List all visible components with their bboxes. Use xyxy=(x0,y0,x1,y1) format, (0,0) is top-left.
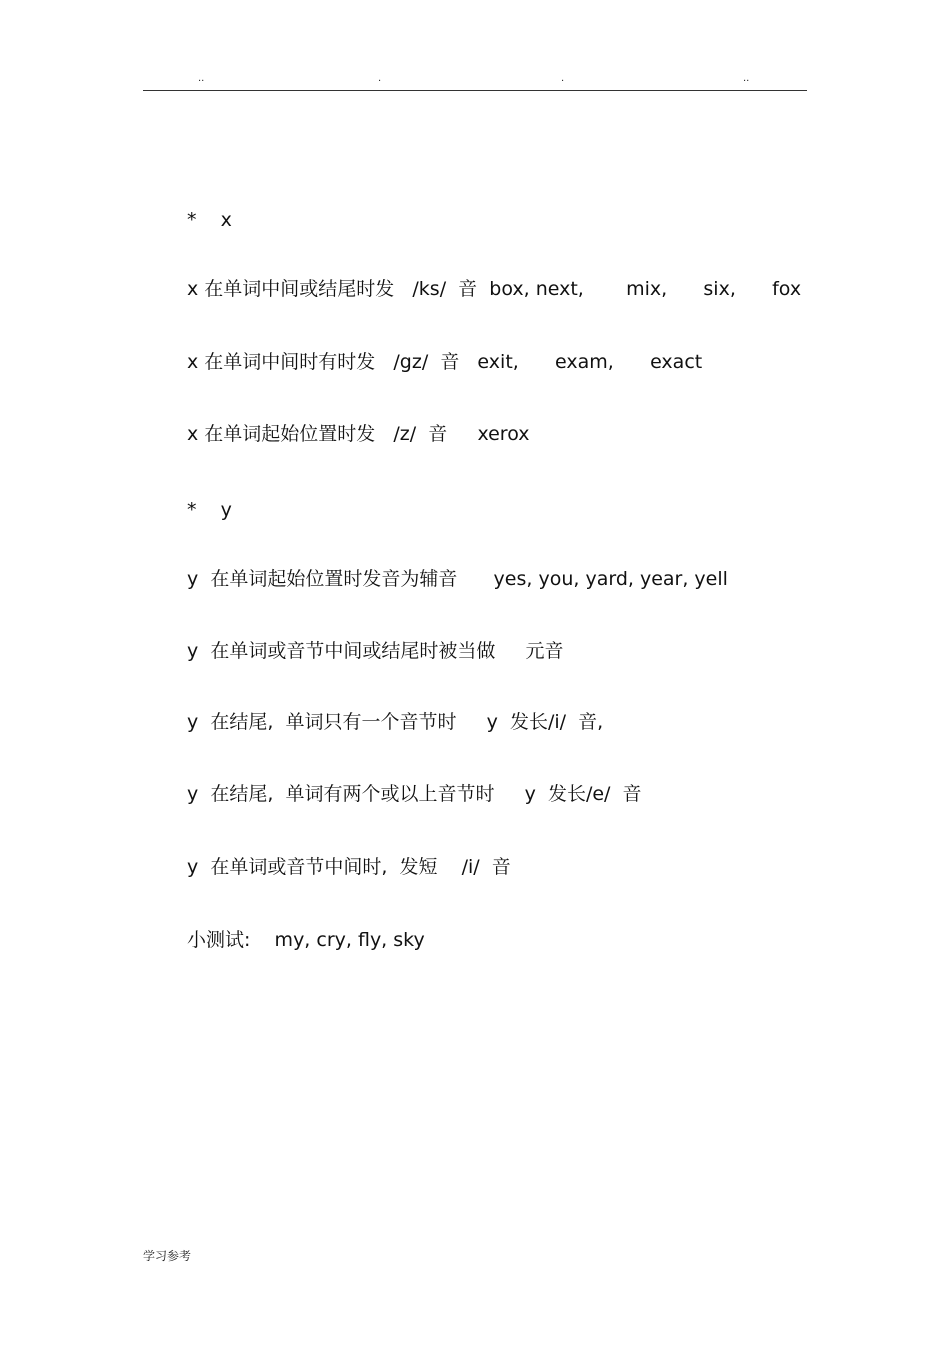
rule-y-long-i: y 在结尾, 单词只有一个音节时 y 发长/i/ 音, xyxy=(187,711,604,733)
page-header-marks xyxy=(0,72,950,86)
header-mark-2: . xyxy=(378,73,382,84)
rule-x-ks: x 在单词中间或结尾时发 /ks/ 音 box, next, mix, six, fox xyxy=(187,278,802,300)
header-mark-3: . xyxy=(561,73,565,84)
rule-y-short-i: y 在单词或音节中间时, 发短 /i/ 音 xyxy=(187,856,511,878)
header-mark-4: .. xyxy=(743,73,750,84)
section-heading-y: * y xyxy=(187,499,232,521)
rule-x-z: x 在单词起始位置时发 /z/ 音 xerox xyxy=(187,423,530,445)
page-footer: 学习参考 xyxy=(143,1249,192,1263)
header-rule xyxy=(143,90,807,91)
header-mark-1: .. xyxy=(198,73,205,84)
rule-y-long-e: y 在结尾, 单词有两个或以上音节时 y 发长/e/ 音 xyxy=(187,783,642,805)
rule-y-consonant: y 在单词起始位置时发音为辅音 yes, you, yard, year, yell xyxy=(187,568,728,590)
rule-y-vowel: y 在单词或音节中间或结尾时被当做 元音 xyxy=(187,640,564,662)
rule-x-gz: x 在单词中间时有时发 /gz/ 音 exit, exam, exact xyxy=(187,351,703,373)
mini-quiz: 小测试: my, cry, fly, sky xyxy=(187,929,425,951)
section-heading-x: * x xyxy=(187,209,232,231)
